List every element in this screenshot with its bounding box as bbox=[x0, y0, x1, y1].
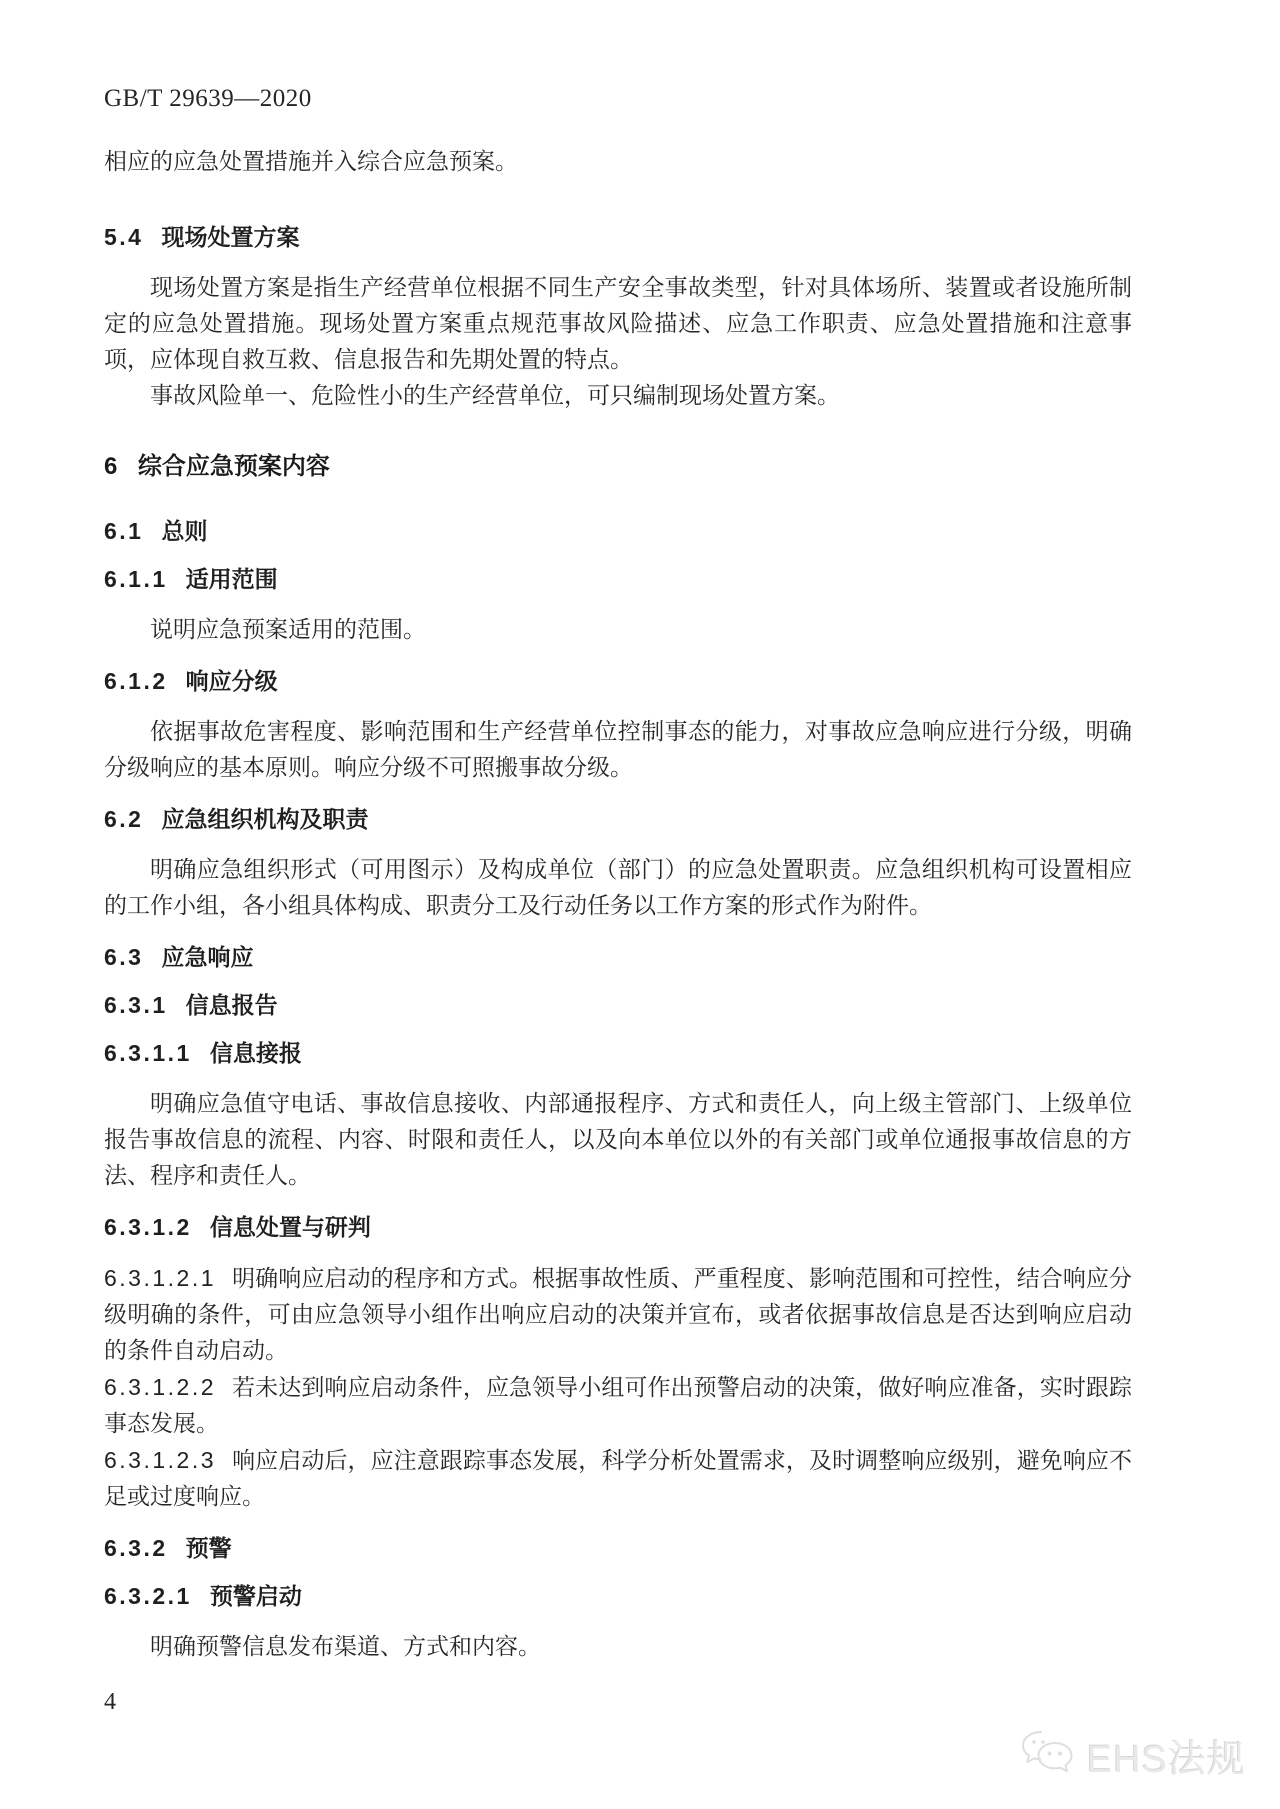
section-number: 6.3.1.1 bbox=[104, 1040, 192, 1066]
section-number: 6.3.2 bbox=[104, 1535, 168, 1561]
section-title: 总则 bbox=[161, 518, 208, 544]
paragraph: 明确应急值守电话、事故信息接收、内部通报程序、方式和责任人，向上级主管部门、上级单位报告事故信息的流程、内容、时限和责任人，以及向本单位以外的有关部门或单位通报事故信息的方法、程序和责任人。 bbox=[104, 1091, 1132, 1188]
paragraph: 说明应急预案适用的范围。 bbox=[150, 617, 426, 642]
section-title: 适用范围 bbox=[185, 566, 278, 592]
clause-number: 6.3.1.2.2 bbox=[104, 1374, 217, 1400]
section-number: 6.3.1.2 bbox=[104, 1214, 192, 1240]
section-heading-6-2 bbox=[104, 804, 1132, 834]
section-heading-6-3-2 bbox=[104, 1533, 1132, 1563]
section-title: 信息报告 bbox=[185, 992, 278, 1018]
section-heading-6-1-2 bbox=[104, 666, 1132, 696]
section-title: 现场处置方案 bbox=[161, 224, 300, 250]
clause-text: 若未达到响应启动条件，应急领导小组可作出预警启动的决策，做好响应准备，实时跟踪事态发展。 bbox=[104, 1375, 1132, 1436]
chapter-heading-6 bbox=[104, 450, 1132, 484]
section-number: 6.2 bbox=[104, 806, 144, 832]
section-heading-6-3-1-1 bbox=[104, 1038, 1132, 1068]
wechat-icon bbox=[1019, 1729, 1077, 1782]
section-title: 信息接报 bbox=[209, 1040, 302, 1066]
section-number: 6.3.2.1 bbox=[104, 1583, 192, 1609]
clause-text: 明确响应启动的程序和方式。根据事故性质、严重程度、影响范围和可控性，结合响应分级明确的条件，可由应急领导小组作出响应启动的决策并宣布，或者依据事故信息是否达到响应启动的条件自动启动。 bbox=[104, 1266, 1132, 1363]
chapter-number: 6 bbox=[104, 453, 120, 480]
clause-number: 6.3.1.2.1 bbox=[104, 1265, 217, 1291]
section-title: 预警启动 bbox=[209, 1583, 302, 1609]
section-heading-6-3 bbox=[104, 942, 1132, 972]
paragraph: 明确预警信息发布渠道、方式和内容。 bbox=[150, 1634, 541, 1659]
clause-paragraph-6-3-1-2-3 bbox=[104, 1442, 1132, 1515]
section-heading-6-1-1 bbox=[104, 564, 1132, 594]
paragraph: 事故风险单一、危险性小的生产经营单位，可只编制现场处置方案。 bbox=[150, 383, 840, 408]
watermark bbox=[1019, 1728, 1246, 1783]
section-title: 预警 bbox=[185, 1535, 232, 1561]
page-number: 4 bbox=[104, 1689, 116, 1715]
clause-paragraph-6-3-1-2-1 bbox=[104, 1260, 1132, 1369]
clause-text: 响应启动后，应注意跟踪事态发展，科学分析处置需求，及时调整响应级别，避免响应不足或过度响应。 bbox=[104, 1448, 1132, 1509]
section-heading-6-3-1-2 bbox=[104, 1212, 1132, 1242]
section-title: 应急响应 bbox=[161, 944, 254, 970]
standard-number: GB/T 29639—2020 bbox=[104, 85, 312, 112]
section-title: 响应分级 bbox=[185, 668, 278, 694]
paragraph: 明确应急组织形式（可用图示）及构成单位（部门）的应急处置职责。应急组织机构可设置相应的工作小组，各小组具体构成、职责分工及行动任务以工作方案的形式作为附件。 bbox=[104, 857, 1132, 918]
section-title: 信息处置与研判 bbox=[209, 1214, 371, 1240]
section-heading-6-1 bbox=[104, 516, 1132, 546]
paragraph: 现场处置方案是指生产经营单位根据不同生产安全事故类型，针对具体场所、装置或者设施所制定的应急处置措施。现场处置方案重点规范事故风险描述、应急工作职责、应急处置措施和注意事项，应体现自救互救、信息报告和先期处置的特点。 bbox=[104, 275, 1132, 372]
section-number: 6.1.1 bbox=[104, 566, 168, 592]
section-heading-6-3-1 bbox=[104, 990, 1132, 1020]
section-heading-6-3-2-1 bbox=[104, 1581, 1132, 1611]
clause-number: 6.3.1.2.3 bbox=[104, 1447, 217, 1473]
section-number: 6.1.2 bbox=[104, 668, 168, 694]
section-number: 6.3.1 bbox=[104, 992, 168, 1018]
paragraph-continued: 相应的应急处置措施并入综合应急预案。 bbox=[104, 149, 518, 174]
section-title: 应急组织机构及职责 bbox=[161, 806, 369, 832]
section-number: 6.3 bbox=[104, 944, 144, 970]
section-heading-5-4 bbox=[104, 222, 1132, 252]
document-content bbox=[104, 84, 1132, 1717]
chapter-title: 综合应急预案内容 bbox=[137, 453, 330, 480]
section-number: 6.1 bbox=[104, 518, 144, 544]
paragraph: 依据事故危害程度、影响范围和生产经营单位控制事态的能力，对事故应急响应进行分级，明确分级响应的基本原则。响应分级不可照搬事故分级。 bbox=[104, 719, 1132, 780]
clause-paragraph-6-3-1-2-2 bbox=[104, 1369, 1132, 1442]
section-number: 5.4 bbox=[104, 224, 144, 250]
watermark-label: EHS法规 bbox=[1086, 1739, 1246, 1781]
